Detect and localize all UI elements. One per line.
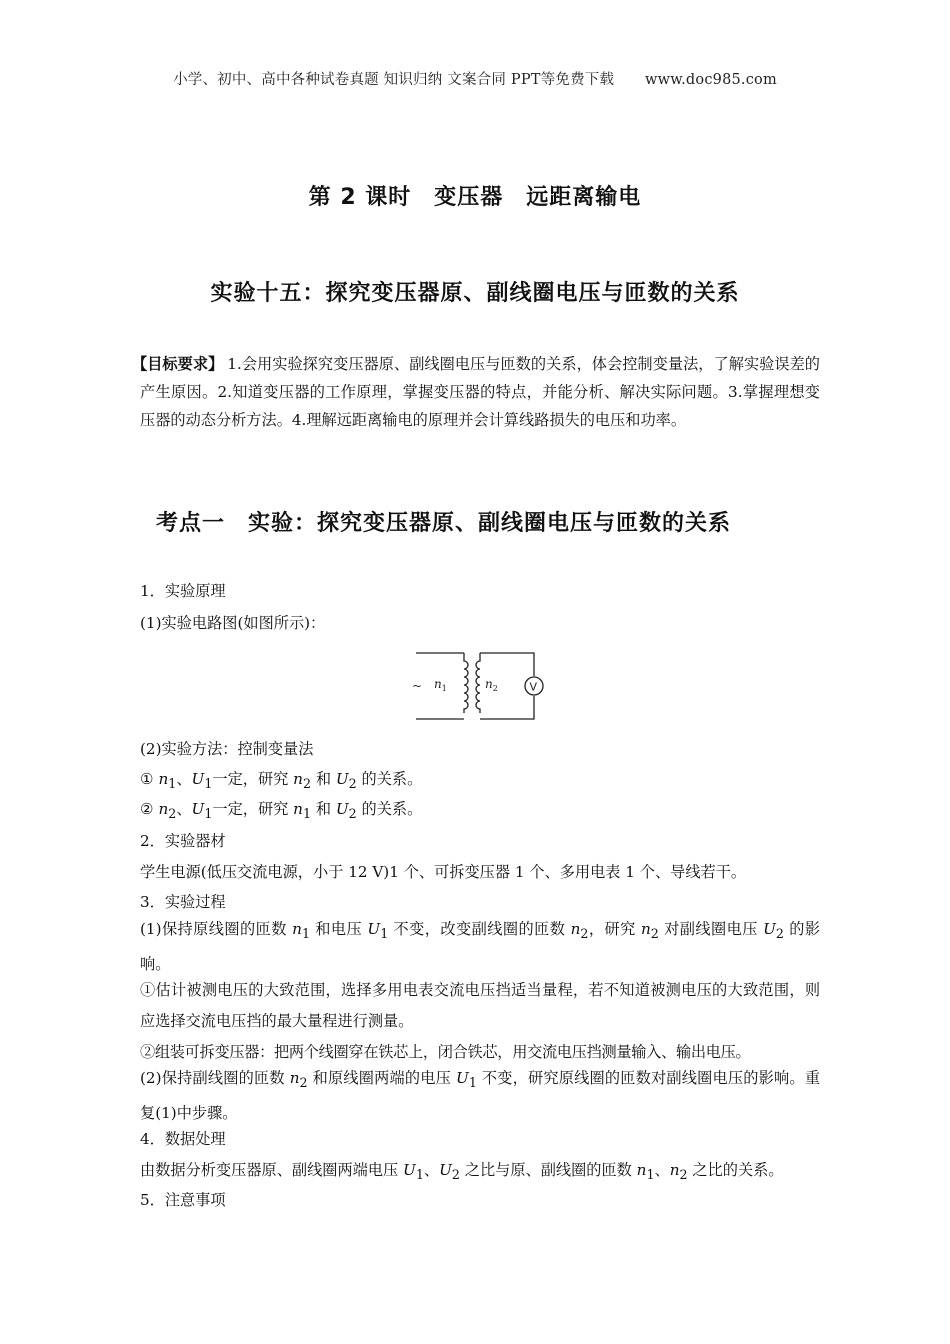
svg-text:n1 (434, 677, 447, 693)
header-site[interactable]: www.doc985.com (644, 72, 777, 88)
heading-procedure: 3．实验过程 (140, 893, 226, 911)
data-processing-text: 由数据分析变压器原、副线圈两端电压 $U_1$、$U_2$ 之比与原、副线圈的匝数 $n_1$、$n_2$ 之比的关系。 (140, 1161, 784, 1183)
label-n1-sub: 1 (441, 684, 447, 693)
heading-equipment: 2．实验器材 (140, 832, 226, 850)
method-item-2: ② $n_2$、$U_1$一定，研究 $n_1$ 和 $U_2$ 的关系。 (140, 800, 423, 822)
label-n2: n (485, 677, 493, 691)
svg-text:n2 (485, 677, 498, 693)
goal-label: 【目标要求】 (132, 355, 224, 373)
heading-data-processing: 4．数据处理 (140, 1130, 226, 1148)
equipment-text: 学生电源(低压交流电源，小于 12 V)1 个、可拆变压器 1 个、多用电表 1 个、导线若干。 (140, 863, 747, 881)
section-title: 考点一 实验：探究变压器原、副线圈电压与匝数的关系 (156, 511, 732, 536)
method-item-1: ① $n_1$、$U_1$一定，研究 $n_2$ 和 $U_2$ 的关系。 (140, 770, 423, 792)
header-text: 小学、初中、高中各种试卷真题 知识归纳 文案合同 PPT等免费下载 (173, 72, 615, 88)
circuit-caption: (1)实验电路图(如图所示)： (140, 614, 326, 632)
transformer-circuit-diagram (406, 648, 556, 724)
procedure-step-1: (1)保持原线圈的匝数 $n_1$ 和电压 $U_1$ 不变，改变副线圈的匝数 $n_2$，研究 $n_2$ 对副线圈电压 $U_2$ 的影响。 (140, 920, 821, 974)
ac-source-symbol: ~ (412, 679, 423, 693)
experiment-title: 实验十五：探究变压器原、副线圈电压与匝数的关系 (210, 281, 740, 306)
label-n2-sub: 2 (492, 684, 498, 693)
voltmeter-label: V (529, 680, 538, 694)
procedure-step-2: (2)保持副线圈的匝数 $n_2$ 和原线圈两端的电压 $U_1$ 不变，研究原线圈的匝数对副线圈电压的影响。重复(1)中步骤。 (140, 1069, 821, 1123)
heading-precautions: 5．注意事项 (140, 1191, 226, 1209)
procedure-note-2: ②组装可拆变压器：把两个线圈穿在铁芯上，闭合铁芯，用交流电压挡测量输入、输出电压。 (140, 1043, 751, 1061)
goal-paragraph (132, 350, 820, 434)
goal-text: 1.会用实验探究变压器原、副线圈电压与匝数的关系，体会控制变量法，了解实验误差的产生原因。2.知道变压器的工作原理，掌握变压器的特点，并能分析、解决实际问题。3.掌握理想变压器的动态分析方法。4.理解远距离输电的原理并会计算线路损失的电压和功率。 (140, 355, 820, 429)
procedure-note-1: ①估计被测电压的大致范围，选择多用电表交流电压挡适当量程，若不知道被测电压的大致范围，则应选择交流电压挡的最大量程进行测量。 (140, 981, 820, 1030)
heading-principle: 1．实验原理 (140, 582, 226, 600)
label-n1: n (434, 677, 442, 691)
page-header (0, 68, 950, 89)
method-line: (2)实验方法：控制变量法 (140, 740, 314, 758)
lesson-title: 第 2 课时 变压器 远距离输电 (308, 185, 642, 210)
